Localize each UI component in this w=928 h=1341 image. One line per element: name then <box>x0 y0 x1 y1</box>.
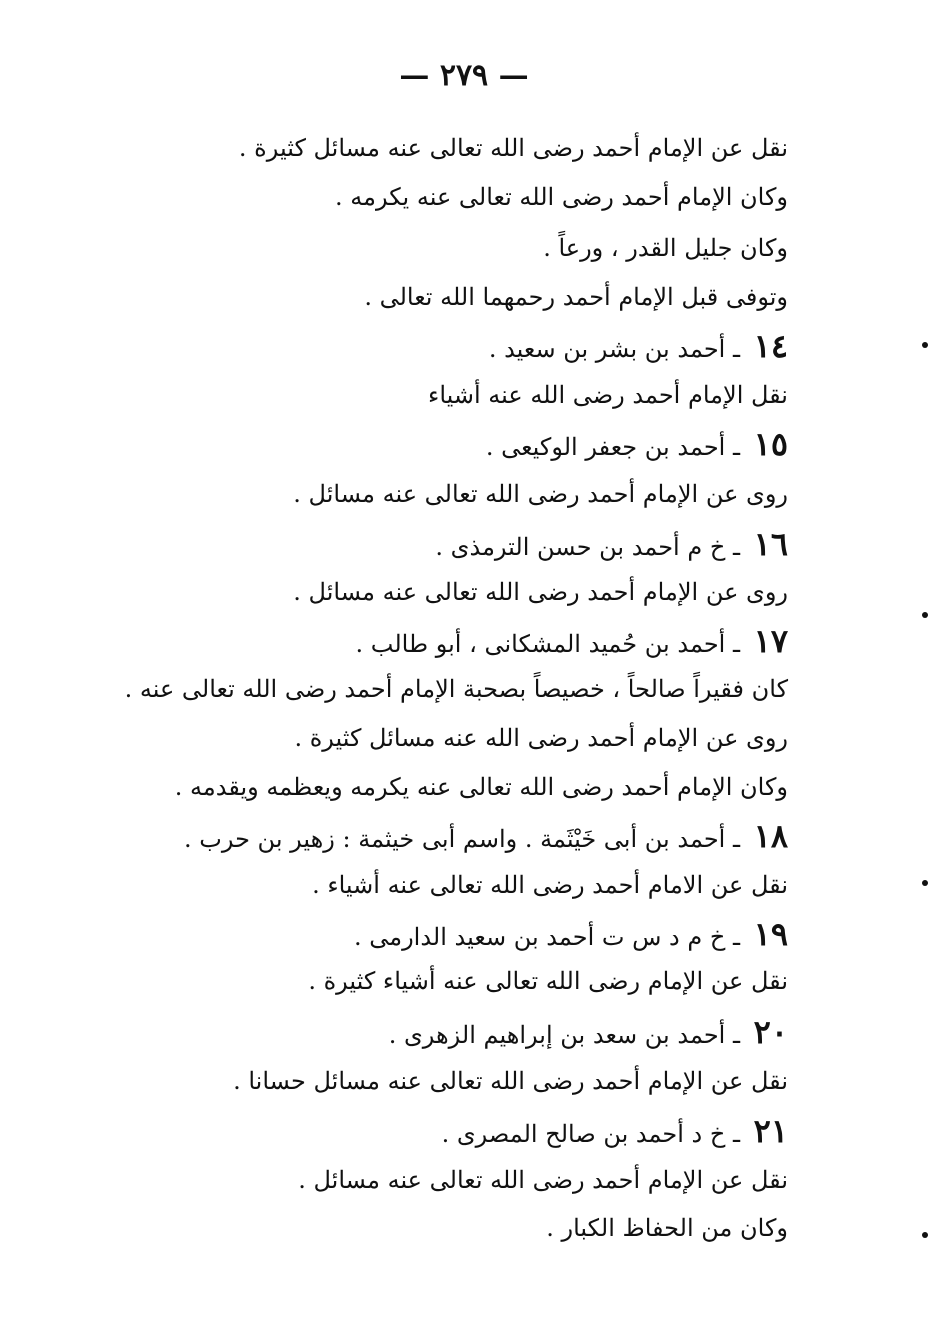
entry-title: ـ خ م أحمد بن حسن الترمذى . <box>435 533 740 561</box>
entry-heading <box>442 1111 788 1154</box>
entry-number: ١٧ <box>753 622 788 660</box>
margin-dot <box>922 880 928 886</box>
text-line: روى عن الإمام أحمد رضى الله تعالى عنه مسائل . <box>293 480 788 508</box>
entry-number: ٢٠ <box>753 1013 788 1051</box>
entry-title: ـ أحمد بن سعد بن إبراهيم الزهرى . <box>388 1021 740 1049</box>
entry-heading <box>389 1012 788 1055</box>
entry-heading <box>184 816 788 859</box>
entry-title: ـ خ م د س ت أحمد بن سعيد الدارمى . <box>353 923 740 951</box>
entry-heading <box>356 621 788 664</box>
entry-number: ١٨ <box>753 817 788 855</box>
text-line: نقل عن الامام أحمد رضى الله تعالى عنه أشياء . <box>312 871 788 899</box>
text-line: نقل الإمام أحمد رضى الله عنه أشياء <box>428 381 788 409</box>
entry-title: ـ أحمد بن حُميد المشكانى ، أبو طالب . <box>355 630 740 658</box>
entry-heading <box>489 326 788 369</box>
entry-heading <box>435 524 788 567</box>
margin-dot <box>922 1232 928 1238</box>
text-line: روى عن الإمام أحمد رضى الله عنه مسائل كثيرة . <box>294 724 788 752</box>
entry-number: ١٤ <box>753 327 788 365</box>
text-line: كان فقيراً صالحاً ، خصيصاً بصحبة الإمام أحمد رضى الله تعالى عنه . <box>124 675 788 703</box>
text-line: نقل عن الإمام أحمد رضى الله تعالى عنه مسائل حسانا . <box>233 1067 788 1095</box>
entry-number: ٢١ <box>753 1112 788 1150</box>
text-line: نقل عن الإمام أحمد رضى الله تعالى عنه مسائل . <box>298 1166 788 1194</box>
text-line: وكان الإمام أحمد رضى الله تعالى عنه يكرمه . <box>335 183 788 211</box>
entry-title: ـ أحمد بن بشر بن سعيد . <box>488 335 740 363</box>
text-line: نقل عن الإمام أحمد رضى الله تعالى عنه مسائل كثيرة . <box>238 134 788 162</box>
entry-heading <box>354 914 788 957</box>
margin-dot <box>922 342 928 348</box>
entry-heading <box>486 424 788 467</box>
entry-number: ١٦ <box>753 525 788 563</box>
page-number: — ٢٧٩ — <box>399 58 529 93</box>
text-line: وكان من الحفاظ الكبار . <box>546 1214 788 1242</box>
entry-number: ١٩ <box>753 915 788 953</box>
text-line: روى عن الإمام أحمد رضى الله تعالى عنه مسائل . <box>293 578 788 606</box>
entry-title: ـ أحمد بن جعفر الوكيعى . <box>485 433 740 461</box>
text-line: وكان جليل القدر ، ورعاً . <box>543 234 788 262</box>
text-line: وكان الإمام أحمد رضى الله تعالى عنه يكرمه ويعظمه ويقدمه . <box>174 773 788 801</box>
entry-number: ١٥ <box>753 425 788 463</box>
entry-title: ـ خ د أحمد بن صالح المصرى . <box>441 1120 740 1148</box>
entry-title: ـ أحمد بن أبى خَيْثَمة . واسم أبى خيثمة : زهير بن حرب . <box>183 825 740 853</box>
text-line: وتوفى قبل الإمام أحمد رحمهما الله تعالى . <box>364 283 788 311</box>
margin-dot <box>922 612 928 618</box>
text-line: نقل عن الإمام رضى الله تعالى عنه أشياء كثيرة . <box>308 967 788 995</box>
